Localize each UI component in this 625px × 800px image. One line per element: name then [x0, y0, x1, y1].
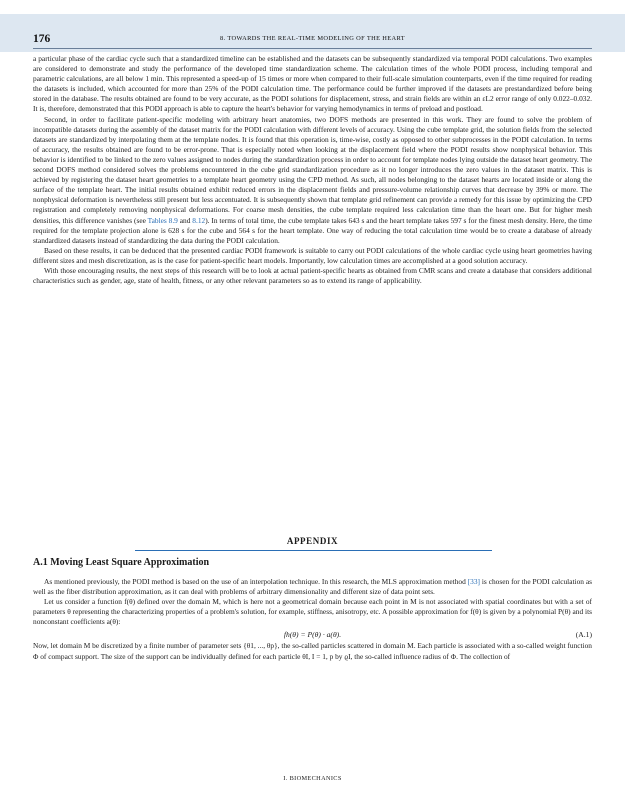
paragraph-2: [33, 115, 592, 246]
appendix-paragraph-1-text-b: is chosen for the PODI calculation as well as the fiber distribution approximation, as it can deal with problems of arbitrary dimensionality and different size of data point sets.: [33, 577, 592, 597]
appendix-paragraph-2: Let us consider a function f(θ) defined over the domain M, which is here not a geometrical domain because each point in M is not associated with spatial coordinates but with a set of parameters θ representing the characterizing properties of a problem's solution, for example, stiffness, anisotropy, etc. A possible approximation for f(θ) is given by a polynomial P(θ) and its nonconstant coefficients a(θ):: [33, 597, 592, 627]
page-number: 176: [33, 33, 51, 45]
section-number: A.1: [33, 557, 48, 568]
table-ref-link-2[interactable]: 8.12: [192, 215, 206, 225]
header-rule: [33, 48, 592, 49]
running-title: 8. TOWARDS THE REAL-TIME MODELING OF THE HEART: [220, 35, 405, 42]
equation-body: fh(θ) = P(θ) · a(θ).: [283, 630, 342, 640]
paragraph-2-text-a: Second, in order to facilitate patient-specific modeling with arbitrary heart anatomies, two DOFS methods are presented in this work. They are found to solve the problem of incompatible datasets during the assembly of the dataset matrix for the PODI calculation with different levels of accuracy. Using the cube template grid, the solution fields from the selected datasets are standardized by interpolating them at the template nodes. It is found that this operation is, time-wise, costly as opposed to other subprocesses in the PODI calculation. In terms of accuracy, the results obtained are found to be error-prone. That is especially noted when looking at the displacement field where the PODI results show nonphysical behavior. This behavior is identified to be linked to the zero values assigned to nodes during the standardization process in order to account for template nodes lying outside the dataset heart geometry. The second DOFS method considered solves the problems encountered in the cube grid standardization procedure as it no longer introduces the zero values in the dataset matrix. This is achieved by registering the dataset heart geometries to a template heart geometry using the CPD method. As such, all nodes belonging to the dataset hearts are located inside or along the surface of the template heart. The initial results obtained exhibit reduced errors in the displacement fields and pressure-volume relationship curves that decrease by 39% or more. The nonphysical deformation is nevertheless still present but less accentuated. It is subsequently shown that template grid refinement can provide a remedy for this issue by optimizing the CPD registration and completely removing nonphysical deformations. For coarse mesh densities, the cube template required less calculation time than the heart one. But for higher mesh densities, this difference vanishes (see: [33, 114, 592, 225]
section-heading: [33, 557, 209, 568]
paragraph-3: Based on these results, it can be deduced that the presented cardiac PODI framework is suitable to carry out PODI calculations of the whole cardiac cycle using heart geometries having different sizes and mesh discretization, as is the case for patient-specific heart models. Importantly, low calculation times are accomplished at a good solution accuracy.: [33, 245, 592, 265]
main-body: [33, 54, 592, 286]
paragraph-4: With those encouraging results, the next steps of this research will be to look at actual patient-specific hearts as obtained from CMR scans and create a database that considers additional characteristics such as gender, age, state of health, fitness, or any other relevant parameters so as to extend its range of applicability.: [33, 265, 592, 286]
equation-a1: [33, 629, 592, 640]
paragraph-2-text-b: ). In terms of total time, the cube template takes 643 s and the heart template takes 597 s for the finest mesh density. Here, the time required for the template projection alone is 628 s for the cube and 564 s for the heart template. One way of reducing the total calculation time would be to create a database of already standardized datasets instead of standardizing the data during the PODI calculation.: [33, 215, 592, 245]
citation-link-33[interactable]: [33]: [467, 577, 480, 586]
header-band: [0, 14, 625, 52]
equation-label: (A.1): [575, 630, 592, 640]
paragraph-2-and: and: [177, 215, 193, 225]
table-ref-link-1[interactable]: Tables 8.9: [147, 215, 178, 225]
appendix-title: APPENDIX: [286, 536, 339, 546]
appendix-paragraph-3: Now, let domain M be discretized by a finite number of parameter sets {θ1, ..., θp}, the so-called particles scattered in domain M. Each particle is associated with a so-called weight function Φ of compact support. The size of the support can be individually defined for each particle θI, I = 1, p by ϱI, the so-called influence radius of Φ. The collection of: [33, 641, 592, 661]
paragraph-1: a particular phase of the cardiac cycle such that a standardized timeline can be established and the datasets can be subsequently standardized via temporal PODI calculations. Two examples are considered to demonstrate and study the performance of the developed time standardization scheme. The calculation times of the whole PODI process, including temporal and parametric calculations, are all below 1 min. This represented a speed-up of 15 times or more when compared to their full-scale simulation counterparts, even if the time required for reading the datasets is included, which accounted for more than 25% of the PODI calculation time. The performance could be further improved if the datasets are prestandardized before being stored in the database. The results obtained are found to be very accurate, as the PODI solutions for displacement, stress, and strain fields are within an εL2 error range of only 0.022–0.032. It is, therefore, demonstrated that this PODI approach is able to capture the heart's behavior for varying hemodynamics in terms of preload and postload.: [33, 54, 592, 114]
appendix-rule: [135, 550, 492, 551]
appendix-paragraph-1: [33, 577, 592, 597]
section-title: Moving Least Square Approximation: [50, 557, 210, 568]
appendix-paragraph-1-text-a: As mentioned previously, the PODI method is based on the use of an interpolation technique. In this research, the MLS approximation method: [44, 577, 468, 586]
appendix-body: [33, 577, 592, 662]
footer-part-label: I. BIOMECHANICS: [283, 775, 342, 782]
